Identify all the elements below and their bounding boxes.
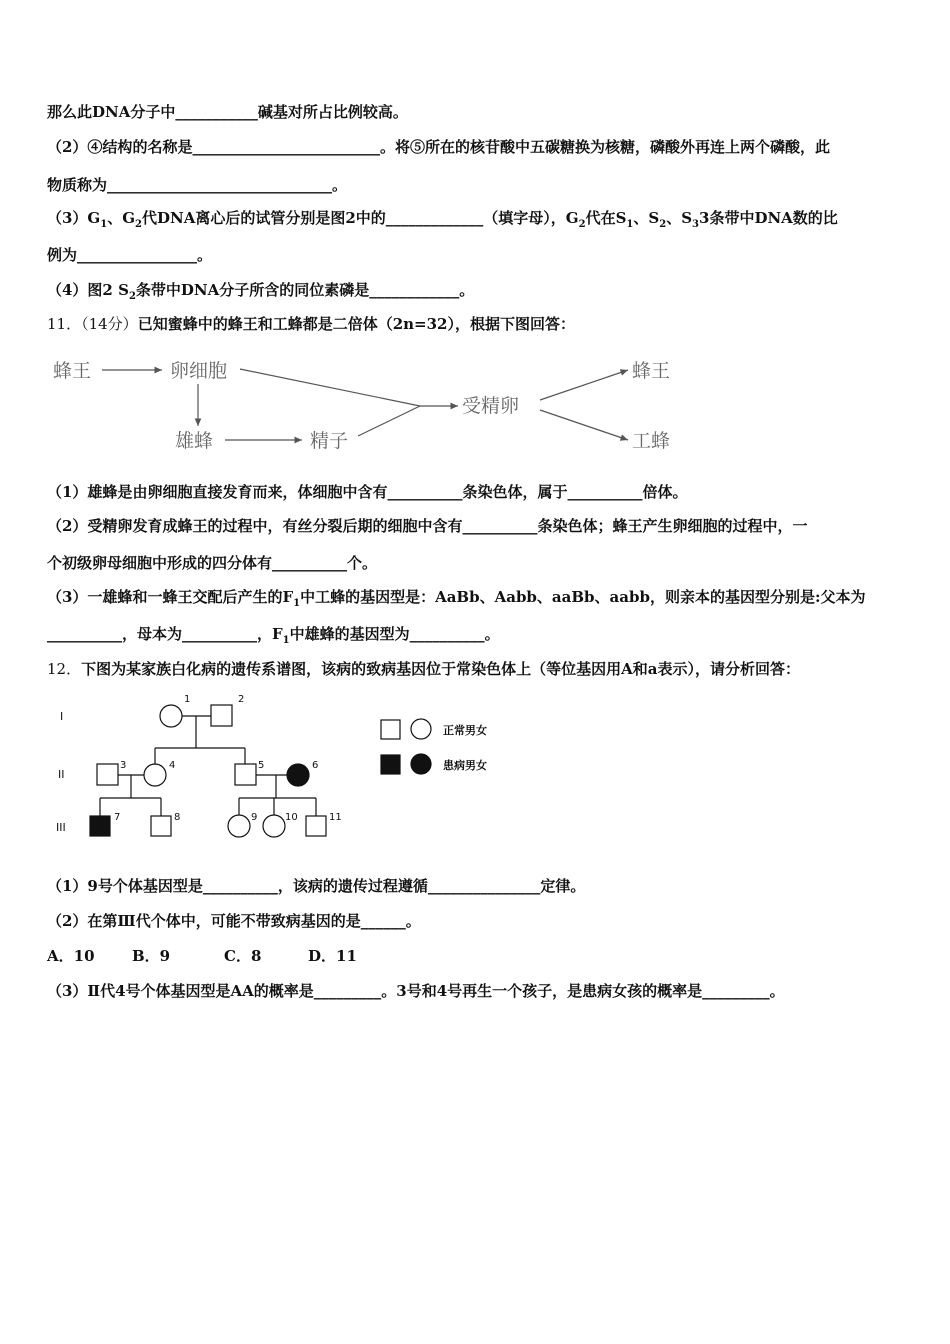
q12-p2: （2）在第Ⅲ代个体中，可能不带致病基因的是______。 <box>47 912 421 930</box>
label-11: 11 <box>329 812 342 823</box>
label-worker: 工蜂 <box>632 430 671 452</box>
individual-3 <box>97 764 118 785</box>
label-queen: 蜂王 <box>53 360 92 382</box>
sub-f1: 1 <box>293 598 301 609</box>
option-d: D．11 <box>308 947 357 965</box>
label-egg: 卵细胞 <box>170 360 228 382</box>
q11-p3 <box>47 587 865 614</box>
line-sperm-zygote <box>358 406 420 436</box>
individual-8 <box>151 816 171 836</box>
q11-p3c-a: __________，母本为__________，F <box>47 625 283 643</box>
q10-line4-e: 、S <box>633 209 660 227</box>
individual-1 <box>160 705 182 727</box>
line-egg-zygote <box>240 369 420 406</box>
label-10: 10 <box>285 812 298 823</box>
label-3: 3 <box>120 760 127 771</box>
label-drone: 雄蜂 <box>175 430 214 452</box>
q10-line6-a: （4）图2 S <box>47 281 129 299</box>
label-out-queen: 蜂王 <box>632 360 671 382</box>
individual-2 <box>211 705 232 726</box>
q12-options <box>47 946 357 966</box>
individual-11 <box>306 816 326 836</box>
legend-affected-male <box>381 755 400 774</box>
q10-line6 <box>47 280 474 307</box>
arrow-zygote-queen <box>540 370 628 400</box>
legend-affected-label: 患病男女 <box>443 759 487 772</box>
sub-1: 1 <box>100 219 108 230</box>
legend-affected-female <box>411 754 431 774</box>
individual-5 <box>235 764 256 785</box>
q10-line4 <box>47 208 838 235</box>
individual-6 <box>287 764 309 786</box>
bee-reproduction-diagram <box>40 348 700 466</box>
label-4: 4 <box>169 760 176 771</box>
q11-p3c-b: 中雄蜂的基因型为__________。 <box>289 625 500 643</box>
option-c: C．8 <box>224 947 262 965</box>
q11-p1: （1）雄蜂是由卵细胞直接发育而来，体细胞中含有__________条染色体，属于__________倍体。 <box>47 483 688 501</box>
option-a: A．10 <box>47 947 95 965</box>
label-9: 9 <box>251 812 258 823</box>
q12-stem: 下图为某家族白化病的遗传系谱图，该病的致病基因位于常染色体上（等位基因用A和a表示），请分析回答： <box>81 660 800 678</box>
q12-heading <box>47 659 800 679</box>
label-8: 8 <box>174 812 181 823</box>
gen-II: II <box>58 768 65 781</box>
label-7: 7 <box>114 812 121 823</box>
individual-4 <box>144 764 166 786</box>
q10-line4-c: 代DNA离心后的试管分别是图2中的_____________（填字母），G <box>142 209 579 227</box>
label-2: 2 <box>238 694 245 705</box>
sub-2c: 2 <box>659 219 667 230</box>
label-zygote: 受精卵 <box>462 395 520 417</box>
legend-normal-label: 正常男女 <box>443 724 487 737</box>
q10-line4-b: 、G <box>107 209 136 227</box>
q10-line4-g: 3条带中DNA数的比 <box>699 209 838 227</box>
sub-2: 2 <box>135 219 142 230</box>
sub-1b: 1 <box>626 219 634 230</box>
q12-p1: （1）9号个体基因型是__________，该病的遗传过程遵循_______________定律。 <box>47 877 586 895</box>
q10-line5: 例为________________。 <box>47 246 213 264</box>
q10-line2: （2）④结构的名称是_________________________。将⑤所在的核苷酸中五碳糖换为核糖，磷酸外再连上两个磷酸，此 <box>47 138 830 156</box>
q11-p3-b: 中工蜂的基因型是：AaBb、Aabb、aaBb、aabb，则亲本的基因型分别是:父本为 <box>300 588 866 606</box>
q10-line4-d: 代在S <box>585 209 627 227</box>
sub-f1b: 1 <box>282 635 290 646</box>
q10-line4-f: 、S <box>666 209 693 227</box>
q11-heading <box>47 314 575 334</box>
sub-2b: 2 <box>578 219 586 230</box>
individual-9 <box>228 815 250 837</box>
q10-line6-b: 条带中DNA分子所含的同位素磷是____________。 <box>135 281 475 299</box>
q12-number: 12． <box>47 660 82 678</box>
sub-2d: 2 <box>128 291 136 302</box>
q12-p3: （3）Ⅱ代4号个体基因型是AA的概率是_________。3号和4号再生一个孩子，是患病女孩的概率是_________。 <box>47 982 785 1000</box>
q11-p3c <box>47 624 500 651</box>
label-1: 1 <box>184 694 191 705</box>
q11-stem: 已知蜜蜂中的蜂王和工蜂都是二倍体（2n=32），根据下图回答： <box>137 315 575 333</box>
q10-line3: 物质称为______________________________。 <box>47 176 348 194</box>
q10-line1: 那么此DNA分子中___________碱基对所占比例较高。 <box>47 103 408 121</box>
legend-normal-male <box>381 720 400 739</box>
label-sperm: 精子 <box>310 430 349 452</box>
q11-number: 11．（14分） <box>47 315 138 333</box>
gen-I: I <box>60 710 64 723</box>
q11-p2: （2）受精卵发育成蜂王的过程中，有丝分裂后期的细胞中含有__________条染色体；蜂王产生卵细胞的过程中，一 <box>47 517 808 535</box>
individual-10 <box>263 815 285 837</box>
sub-3: 3 <box>692 219 700 230</box>
legend-normal-female <box>411 719 431 739</box>
q11-p3-a: （3）一雄蜂和一蜂王交配后产生的F <box>47 588 294 606</box>
individual-7 <box>90 816 110 836</box>
gen-III: III <box>56 821 66 834</box>
option-b: B．9 <box>132 947 171 965</box>
q10-line4-a: （3）G <box>47 209 101 227</box>
q11-p2b: 个初级卵母细胞中形成的四分体有__________个。 <box>47 554 378 572</box>
label-6: 6 <box>312 760 319 771</box>
arrow-zygote-worker <box>540 410 628 440</box>
label-5: 5 <box>258 760 265 771</box>
pedigree-chart <box>48 688 508 848</box>
